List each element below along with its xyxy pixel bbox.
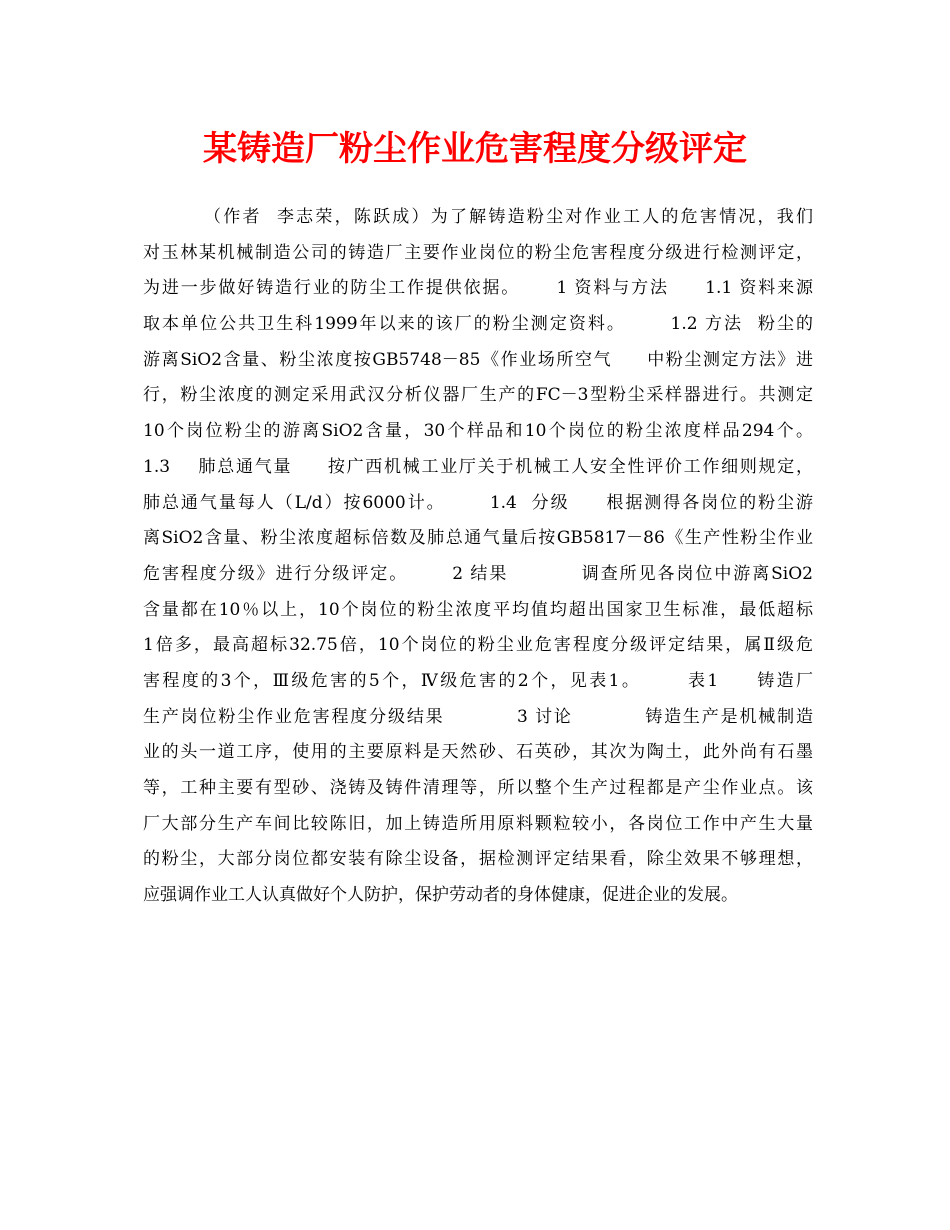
body-line: 等，工种主要有型砂、浇铸及铸件清理等，所以整个生产过程都是产尘作业点。该 bbox=[143, 778, 813, 798]
body-line: （作者 李志荣，陈跃成）为了解铸造粉尘对作业工人的危害情况，我们 bbox=[143, 207, 813, 227]
body-line: 的粉尘，大部分岗位都安装有除尘设备，据检测评定结果看，除尘效果不够理想， bbox=[143, 849, 813, 870]
body-line: 离SiO2含量、粉尘浓度超标倍数及肺总通气量后按GB5817－86《生产性粉尘作业 bbox=[143, 528, 813, 549]
body-line: 危害程度分级》进行分级评定。 2 结果 调查所见各岗位中游离SiO2 bbox=[143, 563, 813, 584]
body-line: 肺总通气量每人（L/d）按6000计。 1.4 分级 根据测得各岗位的粉尘游 bbox=[143, 492, 813, 513]
body-line: 应强调作业工人认真做好个人防护，保护劳动者的身体健康，促进企业的发展。 bbox=[143, 885, 738, 906]
body-line: 1倍多，最高超标32.75倍，10个岗位的粉尘业危害程度分级评定结果，属Ⅱ级危 bbox=[143, 635, 813, 656]
body-line: 为进一步做好铸造行业的防尘工作提供依据。 1 资料与方法 1.1 资料来源 bbox=[143, 278, 813, 299]
body-line: 对玉林某机械制造公司的铸造厂主要作业岗位的粉尘危害程度分级进行检测评定， bbox=[143, 242, 813, 263]
body-line: 10个岗位粉尘的游离SiO2含量，30个样品和10个岗位的粉尘浓度样品294个。 bbox=[143, 421, 813, 442]
document-title: 某铸造厂粉尘作业危害程度分级评定 bbox=[203, 129, 747, 169]
body-line: 取本单位公共卫生科1999年以来的该厂的粉尘测定资料。 1.2 方法 粉尘的 bbox=[143, 314, 813, 335]
document-body bbox=[143, 200, 813, 914]
body-line: 游离SiO2含量、粉尘浓度按GB5748－85《作业场所空气 中粉尘测定方法》进 bbox=[143, 349, 813, 370]
body-line: 害程度的3个，Ⅲ级危害的5个，Ⅳ级危害的2个，见表1。 表1 铸造厂 bbox=[143, 670, 813, 691]
body-line: 生产岗位粉尘作业危害程度分级结果 3 讨论 铸造生产是机械制造 bbox=[143, 706, 813, 727]
body-line: 业的头一道工序，使用的主要原料是天然砂、石英砂，其次为陶土，此外尚有石墨 bbox=[143, 742, 813, 763]
body-line: 厂大部分生产车间比较陈旧，加上铸造所用原料颗粒较小，各岗位工作中产生大量 bbox=[143, 813, 813, 834]
body-line: 1.3 肺总通气量 按广西机械工业厅关于机械工人安全性评价工作细则规定， bbox=[143, 456, 813, 477]
body-line: 含量都在10％以上，10个岗位的粉尘浓度平均值均超出国家卫生标准，最低超标 bbox=[143, 599, 813, 620]
body-line: 行，粉尘浓度的测定采用武汉分析仪器厂生产的FC－3型粉尘采样器进行。共测定 bbox=[143, 385, 813, 406]
